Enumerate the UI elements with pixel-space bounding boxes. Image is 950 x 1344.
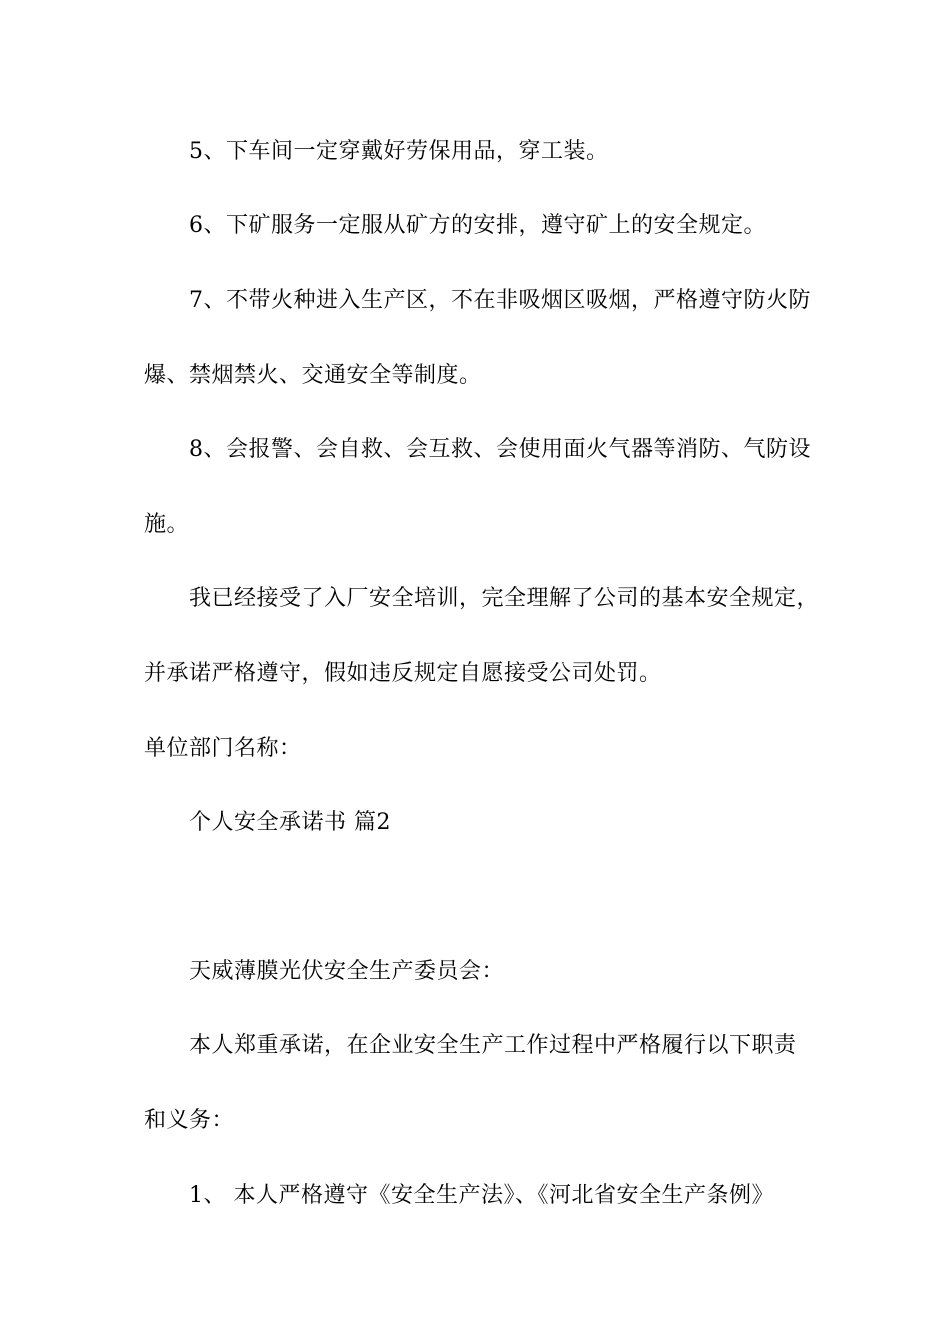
pledge-item-1: 1、 本人严格遵守《安全生产法》、《河北省安全生产条例》 [189, 1183, 774, 1208]
rule-item-7-continued: 爆、禁烟禁火、交通安全等制度。 [144, 363, 482, 388]
commitment-paragraph-continued: 并承诺严格遵守，假如违反规定自愿接受公司处罚。 [144, 661, 662, 686]
rule-item-6: 6、下矿服务一定服从矿方的安排，遵守矿上的安全规定。 [189, 213, 766, 238]
addressee: 天威薄膜光伏安全生产委员会： [189, 959, 505, 984]
commitment-paragraph: 我已经接受了入厂安全培训，完全理解了公司的基本安全规定， [189, 586, 820, 611]
pledge-intro-continued: 和义务： [144, 1108, 235, 1133]
rule-item-5: 5、下车间一定穿戴好劳保用品，穿工装。 [189, 139, 609, 164]
rule-item-8: 8、会报警、会自救、会互救、会使用面火气器等消防、气防设 [189, 437, 811, 462]
section-title: 个人安全承诺书 篇2 [189, 810, 391, 835]
department-name-label: 单位部门名称： [144, 736, 302, 761]
rule-item-7: 7、不带火种进入生产区，不在非吸烟区吸烟，严格遵守防火防 [189, 288, 811, 313]
rule-item-8-continued: 施。 [144, 512, 190, 537]
pledge-intro: 本人郑重承诺，在企业安全生产工作过程中严格履行以下职责 [189, 1033, 797, 1058]
